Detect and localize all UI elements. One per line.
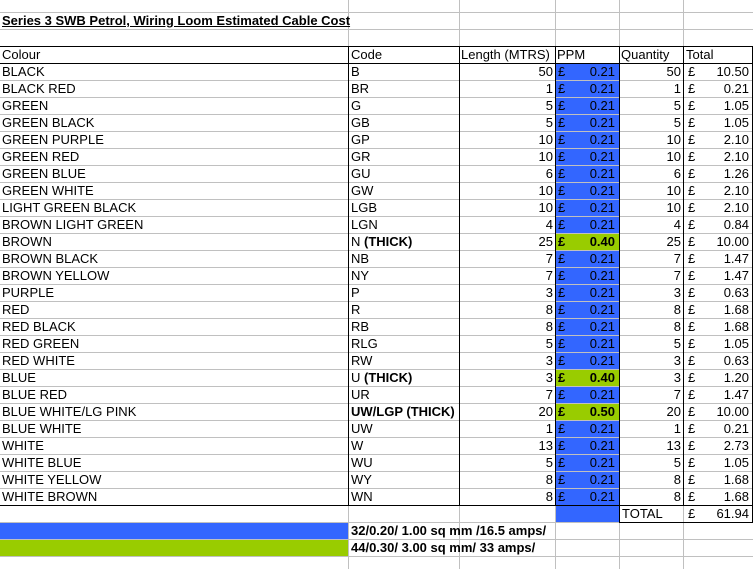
ppm-cell: 0.21 — [589, 98, 615, 113]
ppm-cell: 0.21 — [589, 319, 615, 334]
ppm-cell: 0.21 — [589, 472, 615, 487]
colour-cell: BROWN BLACK — [2, 251, 99, 266]
code-text: P — [351, 285, 360, 300]
sheet-title: Series 3 SWB Petrol, Wiring Loom Estimated Cable Cost — [2, 13, 351, 28]
code-text: WY — [351, 472, 372, 487]
total-currency: £ — [688, 132, 696, 147]
code-text: RB — [351, 319, 370, 334]
total-cell: 2.73 — [723, 438, 749, 453]
colour-cell: BLACK RED — [2, 81, 76, 96]
ppm-cell: 0.21 — [589, 251, 615, 266]
length-cell: 5 — [545, 98, 553, 113]
colour-cell: GREEN PURPLE — [2, 132, 104, 147]
code-text: GR — [351, 149, 371, 164]
code-cell — [351, 420, 458, 437]
ppm-currency: £ — [558, 455, 566, 470]
quantity-cell: 10 — [666, 200, 681, 215]
header-length: Length (MTRS) — [461, 47, 550, 62]
code-text: LGB — [351, 200, 378, 215]
colour-cell: BLUE — [2, 370, 36, 385]
code-text: RW — [351, 353, 373, 368]
colour-cell: GREEN BLUE — [2, 166, 86, 181]
code-text: R — [351, 302, 361, 317]
ppm-currency: £ — [558, 421, 566, 436]
quantity-cell: 7 — [673, 387, 681, 402]
code-cell — [351, 148, 458, 165]
ppm-currency: £ — [558, 302, 566, 317]
quantity-cell: 3 — [673, 285, 681, 300]
colour-cell: RED — [2, 302, 30, 317]
quantity-cell: 8 — [673, 319, 681, 334]
ppm-currency: £ — [558, 132, 566, 147]
quantity-cell: 10 — [666, 132, 681, 147]
total-cell: 2.10 — [723, 183, 749, 198]
length-cell: 8 — [545, 302, 553, 317]
code-text: UW — [351, 421, 373, 436]
total-cell: 0.63 — [723, 285, 749, 300]
colour-cell: WHITE — [2, 438, 44, 453]
quantity-cell: 1 — [673, 421, 681, 436]
code-suffix: (THICK) — [360, 370, 413, 385]
total-cell: 1.47 — [723, 387, 749, 402]
code-text: LGN — [351, 217, 378, 232]
colour-cell: BROWN YELLOW — [2, 268, 110, 283]
gridline-row — [0, 29, 753, 30]
ppm-cell: 0.21 — [589, 438, 615, 453]
quantity-cell: 4 — [673, 217, 681, 232]
code-text: WU — [351, 455, 373, 470]
colour-cell: BROWN LIGHT GREEN — [2, 217, 144, 232]
quantity-cell: 8 — [673, 489, 681, 504]
total-currency: £ — [688, 149, 696, 164]
length-cell: 25 — [538, 234, 553, 249]
length-cell: 13 — [538, 438, 553, 453]
total-cell: 0.21 — [723, 81, 749, 96]
total-cell: 1.47 — [723, 251, 749, 266]
quantity-cell: 7 — [673, 251, 681, 266]
code-text: NY — [351, 268, 370, 283]
total-currency: £ — [688, 370, 696, 385]
length-cell: 3 — [545, 353, 553, 368]
code-text: GW — [351, 183, 374, 198]
quantity-cell: 5 — [673, 115, 681, 130]
ppm-cell: 0.21 — [589, 115, 615, 130]
code-cell — [351, 63, 458, 80]
ppm-currency: £ — [558, 336, 566, 351]
total-cell: 0.21 — [723, 421, 749, 436]
total-currency: £ — [688, 81, 696, 96]
quantity-cell: 13 — [666, 438, 681, 453]
colour-cell: PURPLE — [2, 285, 55, 300]
total-cell: 1.47 — [723, 268, 749, 283]
quantity-cell: 5 — [673, 98, 681, 113]
code-text: RLG — [351, 336, 378, 351]
length-cell: 4 — [545, 217, 553, 232]
total-currency: £ — [688, 251, 696, 266]
colour-cell: GREEN — [2, 98, 49, 113]
header-total: Total — [686, 47, 714, 62]
quantity-cell: 25 — [666, 234, 681, 249]
total-currency: £ — [688, 98, 696, 113]
ppm-currency: £ — [558, 183, 566, 198]
total-cell: 1.68 — [723, 319, 749, 334]
ppm-cell: 0.21 — [589, 336, 615, 351]
colour-cell: WHITE BLUE — [2, 455, 82, 470]
ppm-currency: £ — [558, 200, 566, 215]
ppm-currency: £ — [558, 149, 566, 164]
ppm-cell: 0.21 — [589, 64, 615, 79]
length-cell: 10 — [538, 200, 553, 215]
ppm-currency: £ — [558, 98, 566, 113]
ppm-cell: 0.21 — [589, 166, 615, 181]
total-cell: 2.10 — [723, 149, 749, 164]
code-text: WN — [351, 489, 373, 504]
ppm-currency: £ — [558, 353, 566, 368]
ppm-cell: 0.50 — [589, 404, 615, 419]
total-currency: £ — [688, 217, 696, 232]
quantity-cell: 10 — [666, 149, 681, 164]
legend-swatch — [0, 539, 348, 556]
colour-cell: WHITE YELLOW — [2, 472, 102, 487]
total-cell: 10.50 — [716, 64, 749, 79]
length-cell: 10 — [538, 149, 553, 164]
colour-cell: GREEN BLACK — [2, 115, 95, 130]
quantity-cell: 3 — [673, 370, 681, 385]
code-text: BR — [351, 81, 370, 96]
ppm-currency: £ — [558, 404, 566, 419]
ppm-cell: 0.21 — [589, 455, 615, 470]
total-currency: £ — [688, 404, 696, 419]
ppm-currency: £ — [558, 81, 566, 96]
ppm-currency: £ — [558, 438, 566, 453]
total-currency: £ — [688, 115, 696, 130]
colour-cell: LIGHT GREEN BLACK — [2, 200, 137, 215]
colour-cell: RED WHITE — [2, 353, 75, 368]
total-currency: £ — [688, 336, 696, 351]
quantity-cell: 5 — [673, 336, 681, 351]
length-cell: 7 — [545, 268, 553, 283]
length-cell: 3 — [545, 285, 553, 300]
total-label: TOTAL — [622, 506, 663, 521]
total-currency: £ — [688, 438, 696, 453]
code-cell — [351, 301, 458, 318]
header-colour: Colour — [2, 47, 41, 62]
length-cell: 10 — [538, 132, 553, 147]
header-code: Code — [351, 47, 383, 62]
ppm-currency: £ — [558, 319, 566, 334]
code-text: NB — [351, 251, 370, 266]
code-cell — [351, 182, 458, 199]
ppm-currency: £ — [558, 370, 566, 385]
code-cell — [351, 80, 458, 97]
total-currency: £ — [688, 302, 696, 317]
length-cell: 8 — [545, 489, 553, 504]
ppm-cell: 0.21 — [589, 489, 615, 504]
colour-cell: GREEN RED — [2, 149, 80, 164]
length-cell: 5 — [545, 115, 553, 130]
header-quantity: Quantity — [621, 47, 670, 62]
length-cell: 7 — [545, 387, 553, 402]
gridline-row — [0, 556, 753, 557]
quantity-cell: 8 — [673, 472, 681, 487]
header-ppm: PPM — [557, 47, 586, 62]
code-text: G — [351, 98, 362, 113]
ppm-cell: 0.21 — [589, 268, 615, 283]
ppm-cell: 0.21 — [589, 183, 615, 198]
code-cell — [351, 403, 458, 420]
quantity-cell: 10 — [666, 183, 681, 198]
length-cell: 20 — [538, 404, 553, 419]
total-cell: 0.84 — [723, 217, 749, 232]
legend-swatch — [0, 522, 348, 539]
legend-text: 44/0.30/ 3.00 sq mm/ 33 amps/ — [351, 540, 536, 555]
legend-text: 32/0.20/ 1.00 sq mm /16.5 amps/ — [351, 523, 547, 538]
ppm-fill-below — [555, 505, 619, 522]
quantity-cell: 1 — [673, 81, 681, 96]
code-cell — [351, 97, 458, 114]
total-cell: 2.10 — [723, 200, 749, 215]
quantity-cell: 3 — [673, 353, 681, 368]
colour-cell: BLUE RED — [2, 387, 68, 402]
code-cell — [351, 131, 458, 148]
quantity-cell: 50 — [666, 64, 681, 79]
length-cell: 50 — [538, 64, 553, 79]
ppm-cell: 0.21 — [589, 353, 615, 368]
total-currency: £ — [688, 489, 696, 504]
code-cell — [351, 352, 458, 369]
code-text: U — [351, 370, 361, 385]
total-currency: £ — [688, 319, 696, 334]
ppm-currency: £ — [558, 64, 566, 79]
code-cell — [351, 454, 458, 471]
length-cell: 8 — [545, 319, 553, 334]
ppm-currency: £ — [558, 251, 566, 266]
table-border — [683, 46, 684, 505]
colour-cell: RED BLACK — [2, 319, 76, 334]
ppm-cell: 0.21 — [589, 387, 615, 402]
total-currency: £ — [688, 353, 696, 368]
quantity-cell: 8 — [673, 302, 681, 317]
code-cell — [351, 199, 458, 216]
length-cell: 1 — [545, 421, 553, 436]
code-cell — [351, 488, 458, 505]
ppm-cell: 0.21 — [589, 421, 615, 436]
table-border — [348, 46, 349, 505]
ppm-currency: £ — [558, 387, 566, 402]
table-border — [555, 46, 556, 505]
length-cell: 5 — [545, 336, 553, 351]
total-currency: £ — [688, 421, 696, 436]
total-currency: £ — [688, 166, 696, 181]
ppm-currency: £ — [558, 472, 566, 487]
ppm-cell: 0.21 — [589, 302, 615, 317]
total-border — [619, 505, 620, 522]
total-currency: £ — [688, 200, 696, 215]
ppm-currency: £ — [558, 115, 566, 130]
total-currency: £ — [688, 183, 696, 198]
ppm-currency: £ — [558, 217, 566, 232]
quantity-cell: 7 — [673, 268, 681, 283]
colour-cell: RED GREEN — [2, 336, 80, 351]
total-currency: £ — [688, 268, 696, 283]
colour-cell: BLUE WHITE/LG PINK — [2, 404, 137, 419]
length-cell: 8 — [545, 472, 553, 487]
ppm-currency: £ — [558, 285, 566, 300]
total-currency: £ — [688, 472, 696, 487]
total-cell: 0.63 — [723, 353, 749, 368]
total-cell: 2.10 — [723, 132, 749, 147]
colour-cell: BLUE WHITE — [2, 421, 82, 436]
code-text: UR — [351, 387, 370, 402]
total-cell: 1.68 — [723, 489, 749, 504]
code-cell — [351, 267, 458, 284]
length-cell: 7 — [545, 251, 553, 266]
code-cell — [351, 318, 458, 335]
total-cell: 10.00 — [716, 404, 749, 419]
ppm-cell: 0.21 — [589, 285, 615, 300]
code-text: W — [351, 438, 364, 453]
table-border — [0, 505, 619, 506]
ppm-cell: 0.21 — [589, 217, 615, 232]
code-cell — [351, 369, 458, 386]
length-cell: 6 — [545, 166, 553, 181]
code-cell — [351, 165, 458, 182]
total-cell: 1.20 — [723, 370, 749, 385]
ppm-cell: 0.21 — [589, 200, 615, 215]
code-cell — [351, 284, 458, 301]
code-cell — [351, 114, 458, 131]
length-cell: 3 — [545, 370, 553, 385]
ppm-cell: 0.21 — [589, 81, 615, 96]
code-cell — [351, 216, 458, 233]
code-text: GP — [351, 132, 370, 147]
code-cell — [351, 250, 458, 267]
colour-cell: BLACK — [2, 64, 45, 79]
grand-total-currency: £ — [688, 506, 696, 521]
code-text: B — [351, 64, 360, 79]
ppm-cell: 0.40 — [589, 370, 615, 385]
ppm-cell: 0.40 — [589, 234, 615, 249]
total-cell: 1.68 — [723, 472, 749, 487]
colour-cell: GREEN WHITE — [2, 183, 94, 198]
quantity-cell: 6 — [673, 166, 681, 181]
ppm-currency: £ — [558, 268, 566, 283]
total-currency: £ — [688, 285, 696, 300]
code-cell — [351, 386, 458, 403]
total-cell: 1.05 — [723, 115, 749, 130]
code-cell — [351, 471, 458, 488]
ppm-currency: £ — [558, 489, 566, 504]
total-currency: £ — [688, 64, 696, 79]
grand-total-value: 61.94 — [716, 506, 749, 521]
total-cell: 1.68 — [723, 302, 749, 317]
total-currency: £ — [688, 387, 696, 402]
ppm-cell: 0.21 — [589, 149, 615, 164]
length-cell: 1 — [545, 81, 553, 96]
code-cell — [351, 233, 458, 250]
total-cell: 1.26 — [723, 166, 749, 181]
ppm-cell: 0.21 — [589, 132, 615, 147]
length-cell: 5 — [545, 455, 553, 470]
ppm-currency: £ — [558, 166, 566, 181]
total-cell: 1.05 — [723, 336, 749, 351]
code-cell — [351, 335, 458, 352]
quantity-cell: 20 — [666, 404, 681, 419]
total-currency: £ — [688, 455, 696, 470]
total-currency: £ — [688, 234, 696, 249]
total-border — [619, 522, 753, 523]
total-cell: 1.05 — [723, 455, 749, 470]
code-cell — [351, 437, 458, 454]
total-cell: 1.05 — [723, 98, 749, 113]
ppm-currency: £ — [558, 234, 566, 249]
length-cell: 10 — [538, 183, 553, 198]
code-text: UW/LGP (THICK) — [351, 404, 455, 419]
quantity-cell: 5 — [673, 455, 681, 470]
colour-cell: WHITE BROWN — [2, 489, 98, 504]
code-suffix: (THICK) — [360, 234, 413, 249]
code-text: GU — [351, 166, 371, 181]
total-cell: 10.00 — [716, 234, 749, 249]
colour-cell: BROWN — [2, 234, 52, 249]
code-text: N — [351, 234, 361, 249]
code-text: GB — [351, 115, 370, 130]
